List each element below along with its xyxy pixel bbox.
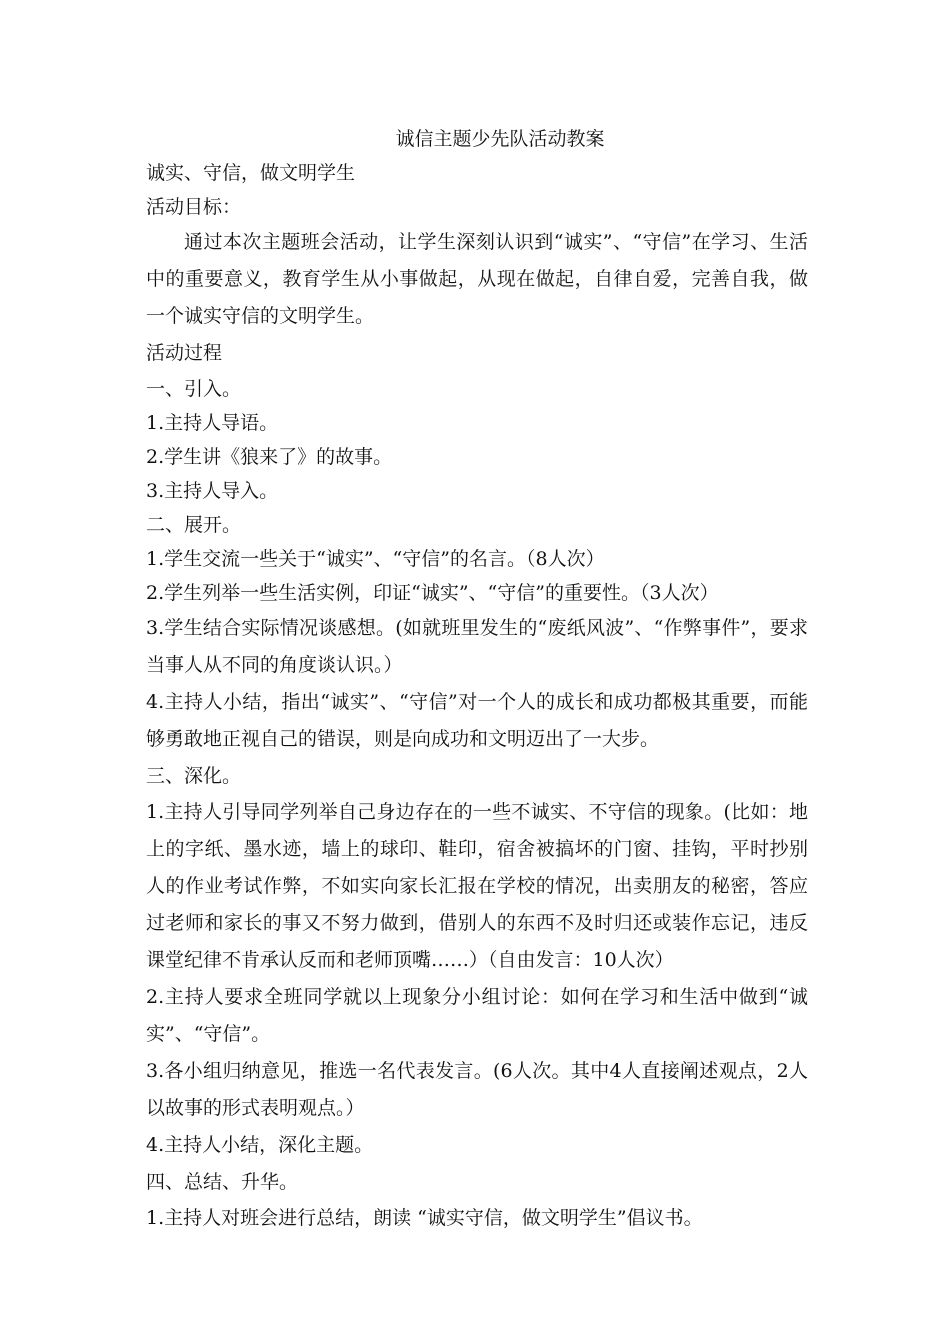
section-heading: 二、展开。 [146,514,242,536]
document-page [146,122,808,1237]
list-item: 4.主持人小结，深化主题。 [146,1134,374,1156]
section-expand [146,508,808,758]
list-item: 3.主持人导入。 [146,480,279,502]
section-summary [146,1164,808,1237]
list-item: 4.主持人小结，指出“诚实”、“守信”对一个人的成长和成功都极其重要，而能够勇敢地正视自己的错误，则是向成功和文明迈出了一大步。 [146,691,808,750]
section-heading: 四、总结、升华。 [146,1171,299,1193]
list-item: 1.学生交流一些关于“诚实”、“守信”的名言。（8人次） [146,548,605,570]
section-deepen [146,758,808,1164]
document-title: 诚信主题少先队活动教案 [395,128,605,150]
list-item: 2.学生列举一些生活实例，印证“诚实”、“守信”的重要性。（3人次） [146,582,719,604]
list-item: 3.各小组归纳意见，推选一名代表发言。(6人次。其中4人直接阐述观点，2人以故事的形式表明观点。） [146,1060,808,1119]
list-item: 3.学生结合实际情况谈感想。(如就班里发生的“废纸风波”、“作弊事件”，要求当事人从不同的角度谈认识。） [146,617,808,676]
list-item: 1.主持人引导同学列举自己身边存在的一些不诚实、不守信的现象。(比如：地上的字纸、墨水迹，墙上的球印、鞋印，宿舍被搞坏的门窗、挂钩，平时抄别人的作业考试作弊，不如实向家长汇报在学校的情况，出卖朋友的秘密，答应过老师和家长的事又不努力做到，借别人的东西不及时归还或装作忘记，违反课堂纪律不肯承认反而和老师顶嘴……）（自由发言：10人次） [146,801,808,971]
goal-paragraph: 通过本次主题班会活动，让学生深刻认识到“诚实”、“守信”在学习、生活中的重要意义，教育学生从小事做起，从现在做起，自律自爱，完善自我，做一个诚实守信的文明学生。 [146,231,808,327]
section-intro [146,372,808,508]
list-item: 2.主持人要求全班同学就以上现象分小组讨论：如何在学习和生活中做到“诚实”、“守信”。 [146,986,808,1045]
document-subtitle: 诚实、守信，做文明学生 [146,162,356,184]
process-heading: 活动过程 [146,342,223,364]
section-heading: 三、深化。 [146,765,242,787]
list-item: 1.主持人对班会进行总结，朗读 “诚实守信，做文明学生”倡议书。 [146,1207,703,1229]
list-item: 1.主持人导语。 [146,412,279,434]
section-heading: 一、引入。 [146,378,242,400]
goal-heading: 活动目标： [146,196,242,218]
list-item: 2.学生讲《狼来了》的故事。 [146,446,393,468]
